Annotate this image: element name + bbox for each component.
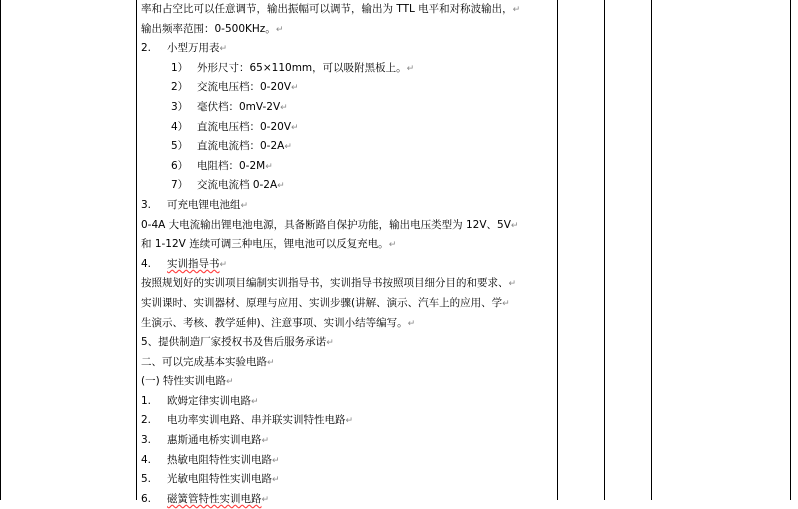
- document-line: [141, 333, 557, 353]
- line-text: 磁簧管特性实训电路: [167, 492, 262, 505]
- document-cell-content: [141, 0, 557, 509]
- paragraph-mark-icon: ↵: [240, 200, 249, 211]
- line-text: 5、提供制造厂家授权书及售后服务承诺: [141, 336, 327, 349]
- document-line: [141, 490, 557, 509]
- paragraph-mark-icon: ↵: [219, 44, 228, 55]
- document-line: [141, 470, 557, 490]
- document-line: [141, 176, 557, 196]
- paragraph-mark-icon: ↵: [272, 455, 280, 466]
- document-line: [141, 0, 557, 20]
- paragraph-mark-icon: ↵: [251, 396, 259, 407]
- list-number: 3.: [141, 198, 152, 211]
- paragraph-mark-icon: ↵: [502, 298, 510, 309]
- document-line: [141, 98, 557, 118]
- line-text: 0-4A 大电流输出锂电池电源，具备断路自保护功能，输出电压类型为 12V、5V: [141, 218, 511, 231]
- list-number: 7）: [171, 179, 189, 192]
- line-text: 交流电流档 0-2A: [197, 179, 278, 192]
- line-text: 光敏电阻特性实训电路: [167, 473, 272, 486]
- paragraph-mark-icon: ↵: [510, 220, 519, 231]
- line-text: 外形尺寸：65×110mm，可以吸附黑板上。: [197, 61, 407, 74]
- document-line: [141, 20, 557, 40]
- line-text: 实训指导书: [167, 257, 220, 270]
- document-line: [141, 451, 557, 471]
- table-border-3: [604, 0, 605, 500]
- line-text: (一) 特性实训电路: [141, 375, 227, 388]
- paragraph-mark-icon: ↵: [265, 161, 273, 172]
- list-number: 6.: [141, 492, 152, 505]
- document-line: [141, 157, 557, 177]
- paragraph-mark-icon: ↵: [280, 102, 288, 113]
- line-text: 直流电流档：0-2A: [197, 140, 285, 153]
- list-number: 3.: [141, 434, 152, 447]
- paragraph-mark-icon: ↵: [277, 181, 285, 192]
- document-line: [141, 294, 557, 314]
- paragraph-mark-icon: ↵: [291, 122, 299, 133]
- document-line: [141, 39, 557, 59]
- line-text: 直流电压档：0-20V: [197, 120, 292, 133]
- line-text: 热敏电阻特性实训电路: [167, 453, 272, 466]
- paragraph-mark-icon: ↵: [512, 5, 521, 15]
- line-text: 生演示、考核、教学延伸)、注意事项、实训小结等编写。: [141, 316, 408, 329]
- document-line: [141, 255, 557, 275]
- document-line: [141, 78, 557, 98]
- table-border-right: [790, 0, 791, 500]
- line-text: 小型万用表: [167, 42, 220, 55]
- line-text: 电功率实训电路、串并联实训特性电路: [167, 414, 346, 427]
- paragraph-mark-icon: ↵: [272, 475, 280, 486]
- paragraph-mark-icon: ↵: [508, 279, 517, 290]
- document-line: [141, 353, 557, 373]
- table-border-1: [136, 0, 137, 500]
- list-number: 6）: [171, 159, 189, 172]
- document-line: [141, 196, 557, 216]
- table-border-2: [557, 0, 558, 500]
- line-text: 惠斯通电桥实训电路: [167, 434, 262, 447]
- paragraph-mark-icon: ↵: [407, 318, 416, 329]
- line-text: 电阻档：0-2M: [197, 159, 266, 172]
- paragraph-mark-icon: ↵: [388, 240, 397, 251]
- paragraph-mark-icon: ↵: [345, 416, 354, 427]
- line-text: 可充电锂电池组: [167, 198, 241, 211]
- paragraph-mark-icon: ↵: [267, 357, 275, 368]
- line-text: 实训课时、实训器材、原理与应用、实训步骤(讲解、演示、汽车上的应用、学: [141, 296, 503, 309]
- list-number: 2.: [141, 414, 152, 427]
- list-number: 3）: [171, 100, 189, 113]
- document-line: [141, 274, 557, 294]
- list-number: 2）: [171, 81, 189, 94]
- paragraph-mark-icon: ↵: [284, 142, 292, 153]
- paragraph-mark-icon: ↵: [261, 494, 270, 505]
- paragraph-mark-icon: ↵: [261, 436, 270, 447]
- document-line: [141, 314, 557, 334]
- document-line: [141, 372, 557, 392]
- document-line: [141, 118, 557, 138]
- document-line: [141, 216, 557, 236]
- line-text: 按照规划好的实训项目编制实训指导书，实训指导书按照项目细分目的和要求、: [141, 277, 509, 290]
- document-line: [141, 235, 557, 255]
- paragraph-mark-icon: ↵: [406, 63, 415, 74]
- line-text: 二、可以完成基本实验电路: [141, 355, 267, 368]
- line-text: 欧姆定律实训电路: [167, 394, 251, 407]
- table-border-left: [0, 0, 1, 500]
- paragraph-mark-icon: ↵: [219, 259, 228, 270]
- line-text: 和 1-12V 连续可调三种电压，锂电池可以反复充电。: [141, 238, 389, 251]
- document-line: [141, 59, 557, 79]
- paragraph-mark-icon: ↵: [226, 377, 234, 388]
- list-number: 1）: [171, 61, 189, 74]
- paragraph-mark-icon: ↵: [291, 83, 299, 94]
- table-border-4: [651, 0, 652, 500]
- paragraph-mark-icon: ↵: [275, 24, 284, 35]
- document-line: [141, 137, 557, 157]
- list-number: 4.: [141, 453, 152, 466]
- list-number: 1.: [141, 394, 152, 407]
- document-line: [141, 411, 557, 431]
- paragraph-mark-icon: ↵: [326, 338, 334, 349]
- list-number: 2.: [141, 42, 152, 55]
- line-text: 交流电压档：0-20V: [197, 81, 292, 94]
- list-number: 4.: [141, 257, 152, 270]
- list-number: 5.: [141, 473, 152, 486]
- document-line: [141, 431, 557, 451]
- list-number: 4）: [171, 120, 189, 133]
- document-line: [141, 392, 557, 412]
- line-text: 毫伏档：0mV-2V: [197, 100, 281, 113]
- line-text: 率和占空比可以任意调节，输出振幅可以调节，输出为 TTL 电平和对称波输出，: [141, 3, 513, 15]
- line-text: 输出频率范围：0-500KHz。: [141, 22, 276, 35]
- list-number: 5）: [171, 140, 189, 153]
